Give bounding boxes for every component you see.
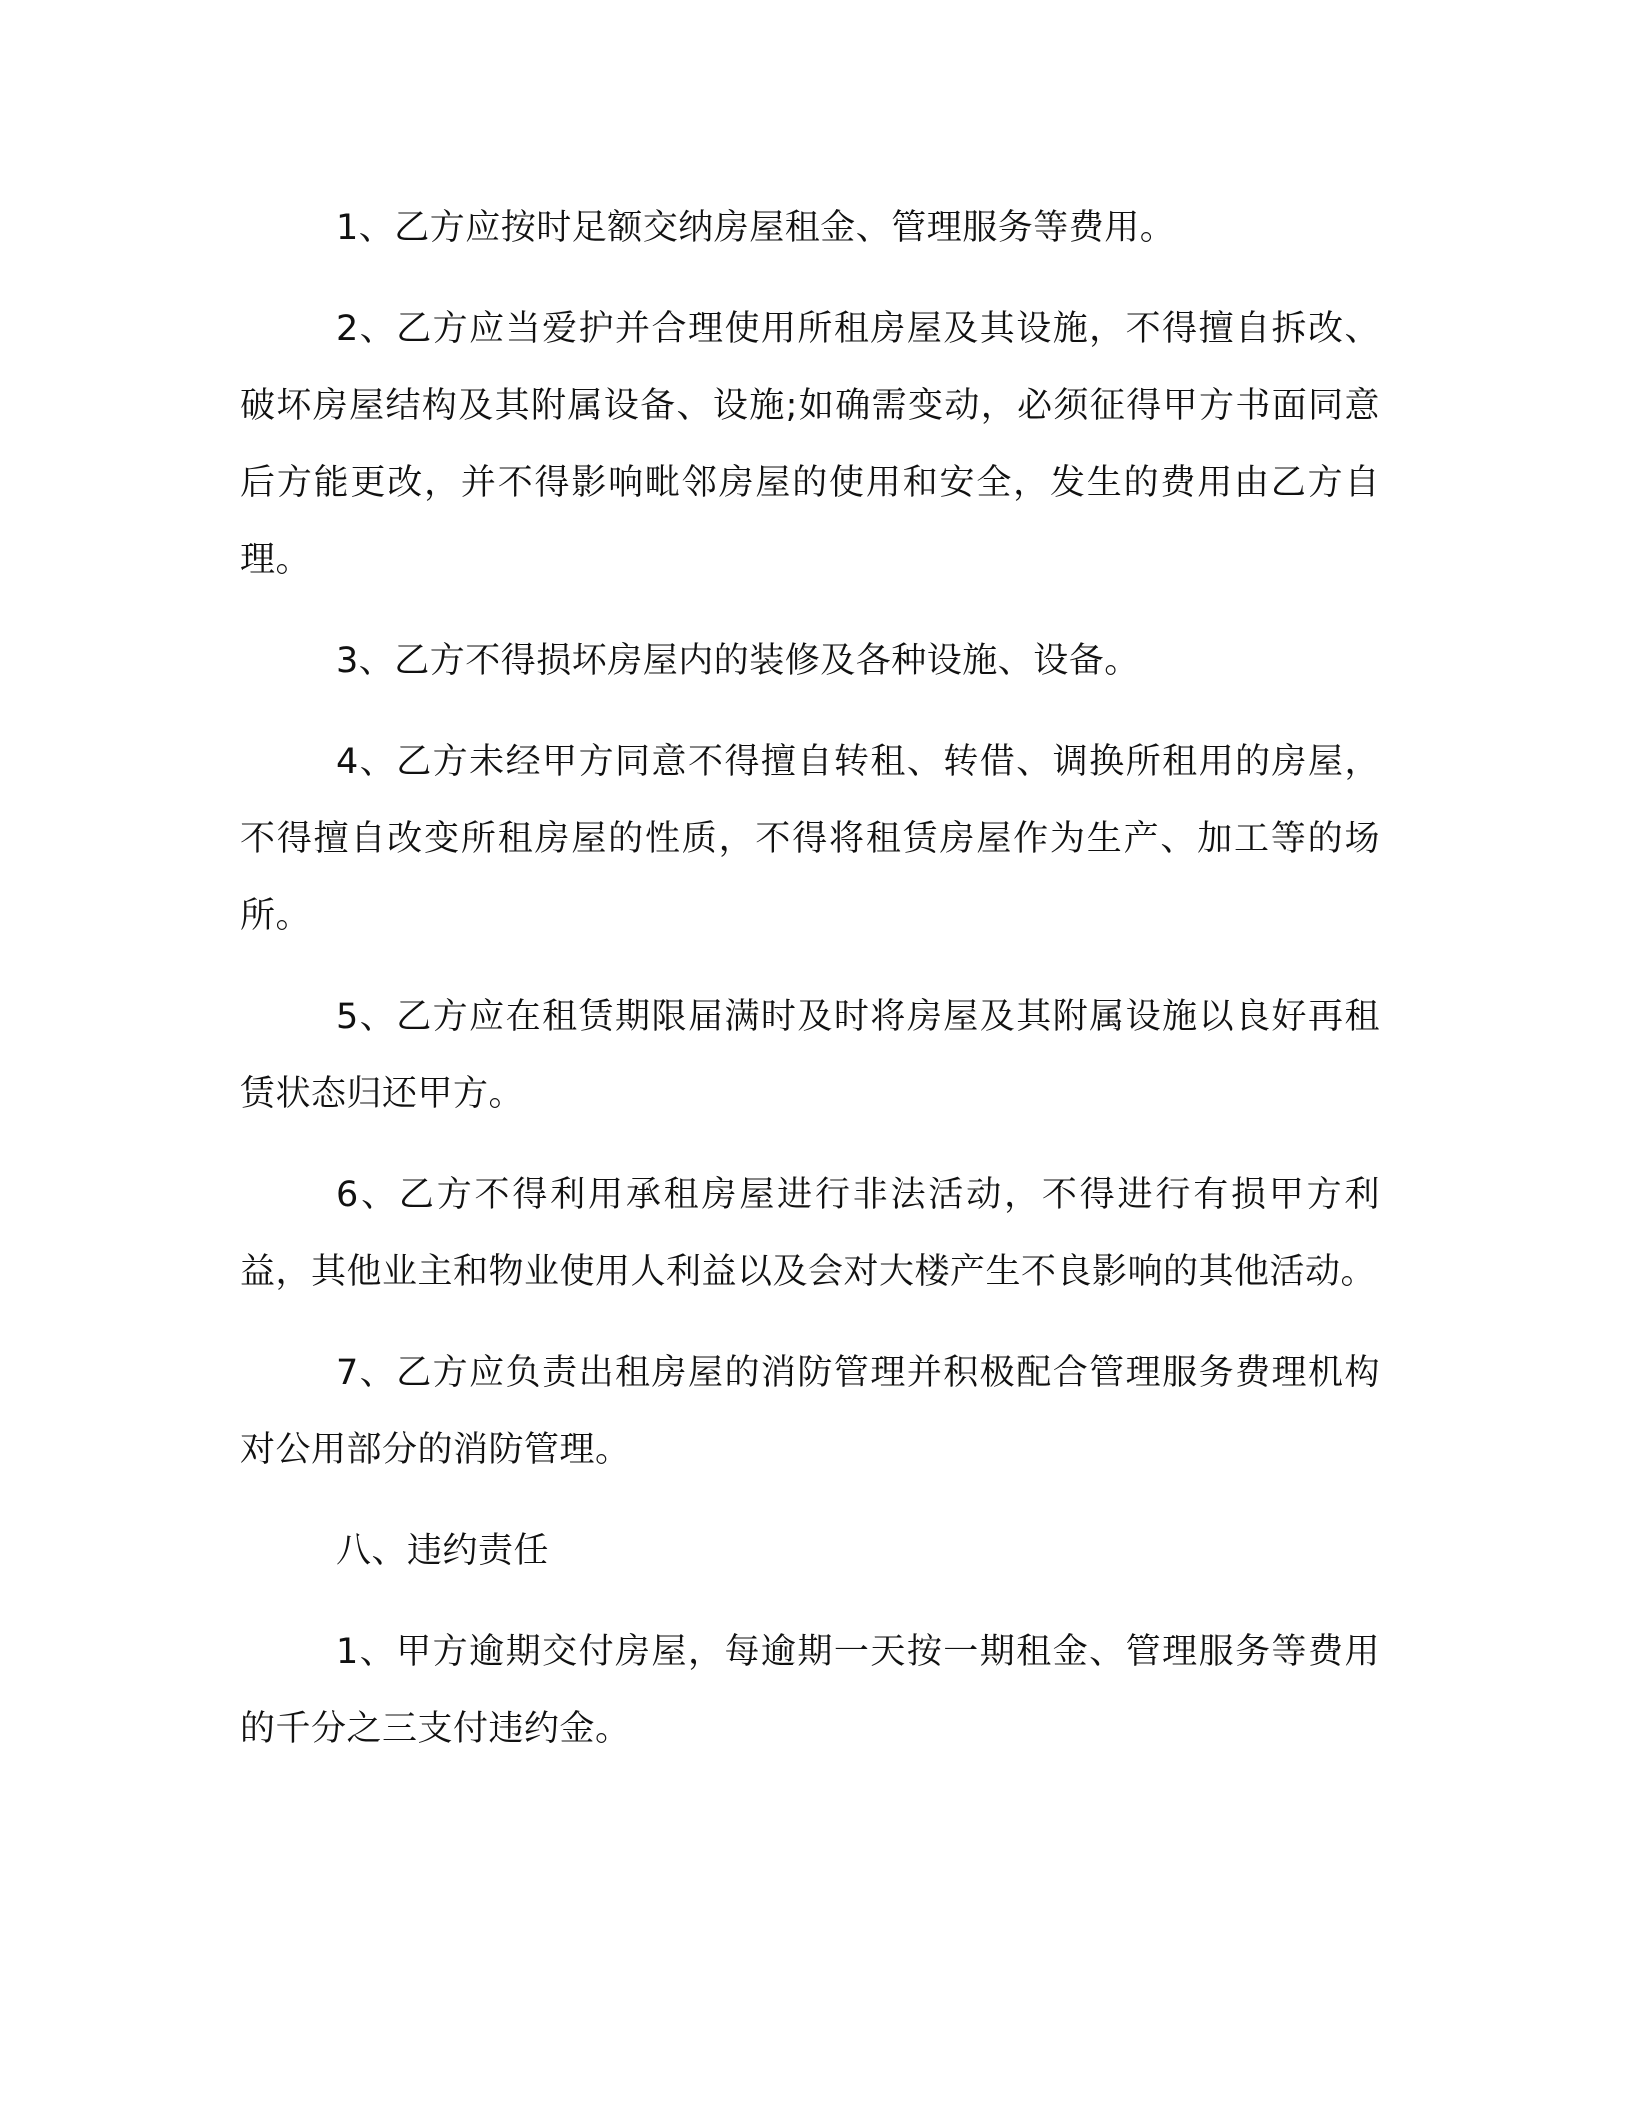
clause-7-fire-safety: 7、乙方应负责出租房屋的消防管理并积极配合管理服务费理机构对公用部分的消防管理。 xyxy=(240,1353,1380,1470)
clause-5-return-premises: 5、乙方应在租赁期限届满时及时将房屋及其附属设施以良好再租赁状态归还甲方。 xyxy=(240,997,1380,1114)
clause-2-care-of-premises: 2、乙方应当爱护并合理使用所租房屋及其设施，不得擅自拆改、破坏房屋结构及其附属设备、设施;如确需变动，必须征得甲方书面同意后方能更改，并不得影响毗邻房屋的使用和安全，发生的费用由乙方自理。 xyxy=(240,309,1380,580)
clause-4-no-sublet: 4、乙方未经甲方同意不得擅自转租、转借、调换所租用的房屋，不得擅自改变所租房屋的性质，不得将租赁房屋作为生产、加工等的场所。 xyxy=(240,742,1380,936)
clause-6-no-illegal-activity: 6、乙方不得利用承租房屋进行非法活动，不得进行有损甲方利益，其他业主和物业使用人利益以及会对大楼产生不良影响的其他活动。 xyxy=(240,1175,1380,1292)
breach-clause-1-late-delivery: 1、甲方逾期交付房屋，每逾期一天按一期租金、管理服务等费用的千分之三支付违约金。 xyxy=(240,1632,1380,1749)
document-body xyxy=(240,190,1380,1792)
clause-3-no-damage: 3、乙方不得损坏房屋内的装修及各种设施、设备。 xyxy=(336,641,1140,681)
section-heading-breach-liability: 八、违约责任 xyxy=(336,1531,550,1571)
clause-1-payment: 1、乙方应按时足额交纳房屋租金、管理服务等费用。 xyxy=(336,208,1176,248)
